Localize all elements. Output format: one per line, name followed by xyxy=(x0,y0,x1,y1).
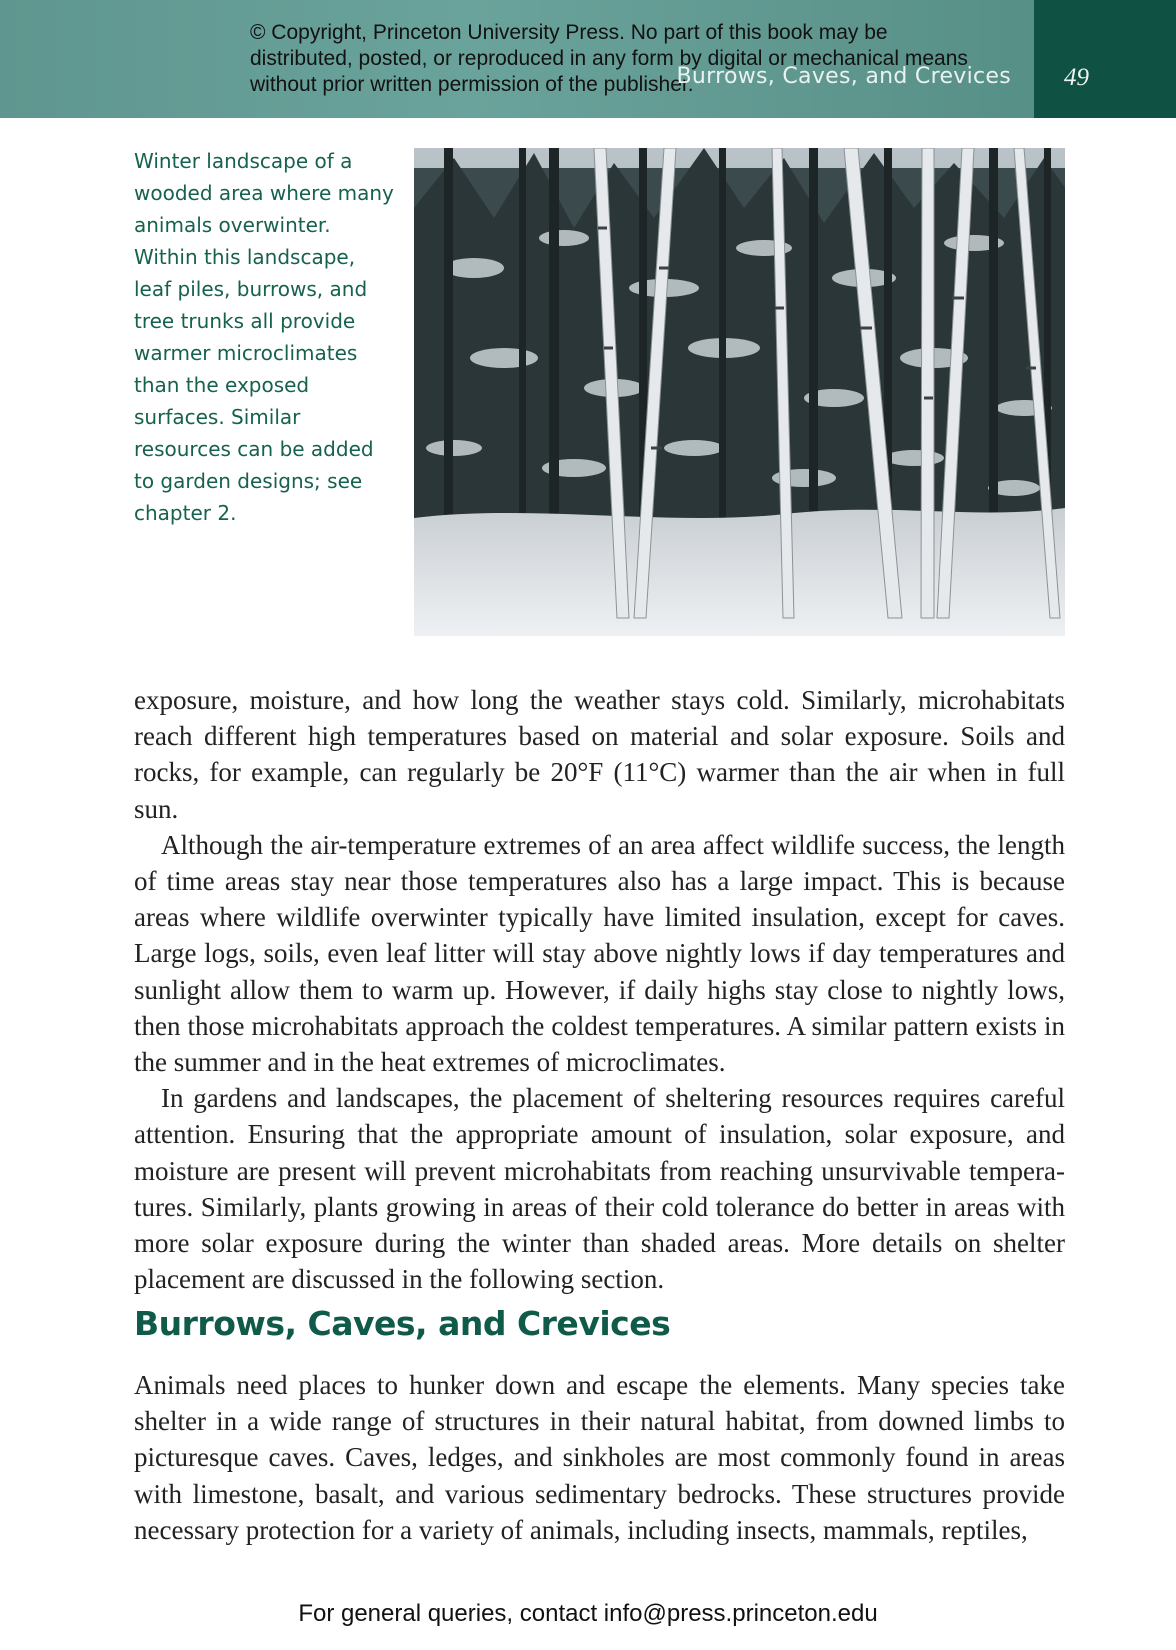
body-paragraph: In gardens and landscapes, the placement of sheltering resources requires careful attention. Ensuring that the appropriate amount of insulation, solar exposure, and moisture are present will prevent microhabitats from reaching unsurvivable temperatures. Similarly, plants growing in areas of their cold tolerance do better in areas with more solar exposure during the winter than shaded areas. More details on shelter placement are discussed in the following section. xyxy=(134,1083,1065,1295)
figure-caption: Winter landscape of a wooded area where many animals overwinter. Within this landscape, leaf piles, burrows, and tree trunks all provide warmer microclimates than the exposed surfaces. Similar resources can be added to garden designs; see chapter 2. xyxy=(134,149,394,525)
winter-forest-photo xyxy=(414,148,1065,636)
winter-forest-illustration xyxy=(414,148,1065,636)
running-head: Burrows, Caves, and Crevices xyxy=(676,64,1011,89)
section-body-text xyxy=(134,1367,1065,1548)
body-paragraph: Animals need places to hunker down and escape the elements. Many species take shelter in a wide range of structures in their natural habitat, from downed limbs to picturesque caves. Caves, ledges, and sinkholes are most commonly found in areas with limestone, basalt, and various sedimentary bedrocks. These structures provide necessary protection for a variety of animals, including insects, mammals, reptiles, xyxy=(134,1370,1065,1545)
body-paragraph: exposure, moisture, and how long the weather stays cold. Similarly, microhabitats reach different high temperatures based on material and solar exposure. Soils and rocks, for example, can regularly be 20°F (11°C) warmer than the air when in full sun. xyxy=(134,685,1065,824)
copyright-notice: © Copyright, Princeton University Press. No part of this book may be distributed, posted, or reproduced in any form by digital or mechanical means without prior written permission of the publisher. xyxy=(250,21,968,96)
body-paragraph: Although the air-temperature extremes of an area affect wildlife success, the length of time areas stay near those temperatures also has a large impact. This is because areas where wildlife overwinter typically have limited insulation, except for caves. Large logs, soils, even leaf litter will stay above nightly lows if day temperatures and sunlight allow them to warm up. However, if daily highs stay close to nightly lows, then those microhabitats approach the coldest temperatures. A similar pattern exists in the summer and in the heat extremes of microclimates. xyxy=(134,829,1065,1078)
page-number: 49 xyxy=(1064,64,1089,91)
contact-footer: For general queries, contact info@press.princeton.edu xyxy=(298,1600,878,1627)
page-number-tab xyxy=(1034,0,1176,118)
body-text xyxy=(134,682,1065,1297)
section-heading: Burrows, Caves, and Crevices xyxy=(134,1304,671,1343)
